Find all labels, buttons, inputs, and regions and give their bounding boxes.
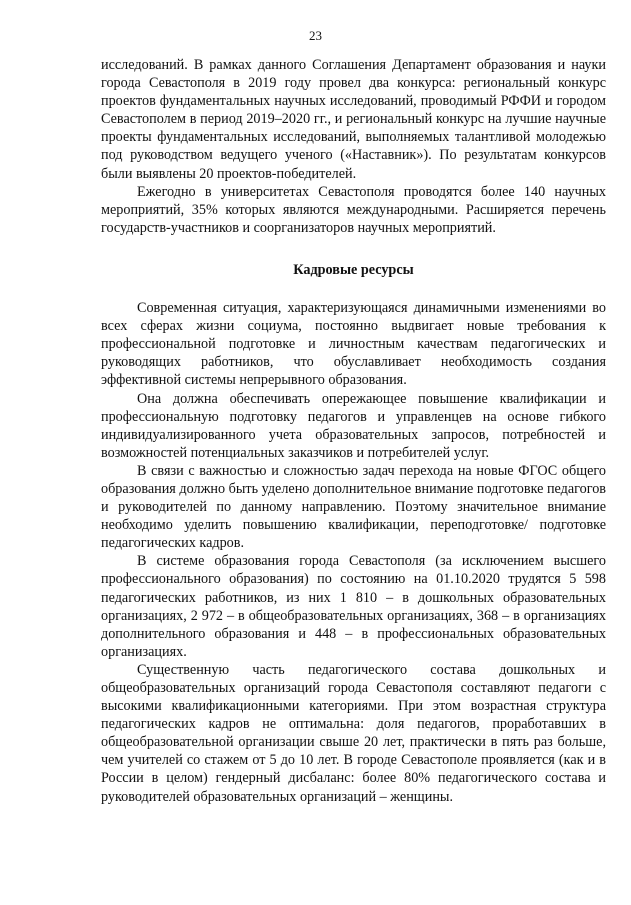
paragraph-staff-numbers: В системе образования города Севастополя (за исключением высшего профессионального образования) по состоянию на 01.10.2020 трудятся 5 598 педагогических работников, из них 1 810 – в дошкольных образовательных организациях, 2 972 – в общеобразовательных организациях, 368 – в организациях дополнительного образования и 448 – в профессиональных образовательных организациях. <box>101 553 606 660</box>
page-content <box>101 56 606 806</box>
paragraph-modern-situation: Современная ситуация, характеризующаяся динамичными изменениями во всех сферах жизни социума, постоянно выдвигает новые требования к профессиональной подготовке и личностным качествам педагогических и руководящих работников, что обуславливает необходимость создания эффективной системы непрерывного образования. <box>101 300 606 389</box>
page-number: 23 <box>309 28 322 43</box>
paragraph-qualification: Она должна обеспечивать опережающее повышение квалификации и профессиональную подготовку педагогов и управленцев на основе гибкого индивидуализированного учета образовательных запросов, потребностей и возможностей потенциальных заказчиков и потребителей услуг. <box>101 390 606 461</box>
paragraph-scientific-events: Ежегодно в университетах Севастополя проводятся более 140 научных мероприятий, 35% которых являются международными. Расширяется перечень государств-участников и соорганизаторов научных мероприятий. <box>101 183 606 236</box>
paragraph-continued: исследований. В рамках данного Соглашения Департамент образования и науки города Севастополя в 2019 году провел два конкурса: региональный конкурс проектов фундаментальных научных исследований, проводимый РФФИ и городом Севастополем в период 2019–2020 гг., и региональный конкурс на лучшие научные проекты фундаментальных исследований, выполняемых талантливой молодежью под руководством ведущего ученого («Наставник»). По результатам конкурсов были выявлены 20 проектов-победителей. <box>101 57 606 182</box>
paragraph-staff-structure: Существенную часть педагогического состава дошкольных и общеобразовательных организаций города Севастополя составляют педагоги с высокими квалификационными категориями. При этом возрастная структура педагогических кадров не оптимальна: доля педагогов, проработавших в общеобразовательной организации свыше 20 лет, практически в пять раз больше, чем учителей со стажем от 5 до 10 лет. В городе Севастополе проявляется (как и в России в целом) гендерный дисбаланс: более 80% педагогического состава и руководителей образовательных организаций – женщины. <box>101 661 606 805</box>
section-heading: Кадровые ресурсы <box>293 261 414 278</box>
paragraph-fgos: В связи с важностью и сложностью задач перехода на новые ФГОС общего образования должно быть уделено дополнительное внимание подготовке педагогов и руководителей по данному направлению. Поэтому значительное внимание необходимо уделить повышению квалификации, переподготовке/ подготовке педагогических кадров. <box>101 462 606 552</box>
